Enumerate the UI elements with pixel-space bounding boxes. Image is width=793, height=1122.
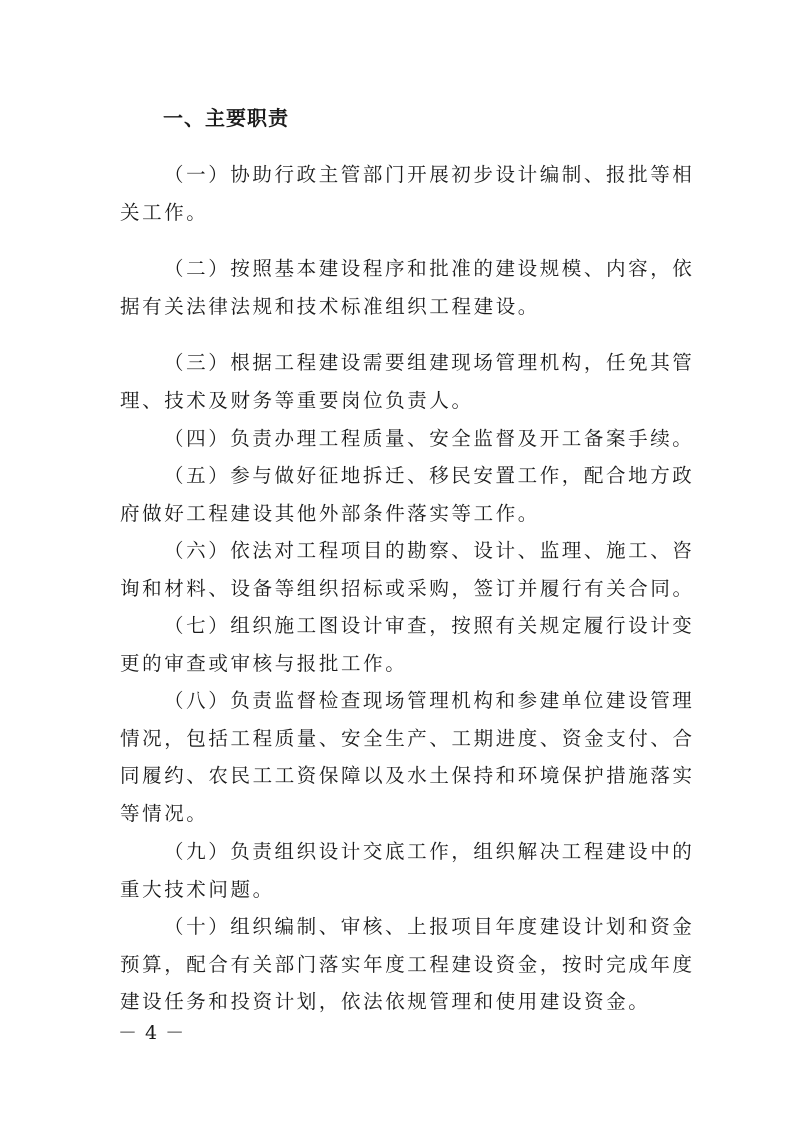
paragraph-line: （四）负责办理工程质量、安全监督及开工备案手续。: [164, 427, 695, 450]
paragraph-6: [120, 532, 695, 607]
paragraph-line: 关工作。: [120, 200, 209, 224]
paragraph-line: 据有关法律法规和技术标准组织工程建设。: [120, 294, 540, 318]
paragraph-4: [120, 420, 695, 458]
paragraph-line: 更的审查或审核与报批工作。: [120, 651, 408, 675]
paragraph-1: [120, 156, 695, 231]
paragraph-line: 重大技术问题。: [120, 877, 275, 901]
paragraph-5: [120, 457, 695, 532]
paragraph-7: [120, 607, 695, 682]
paragraph-line: 预算，配合有关部门落实年度工程建设资金，按时完成年度: [120, 952, 695, 976]
paragraph-line: （七）组织施工图设计审查，按照有关规定履行设计变: [164, 614, 695, 637]
paragraph-line: 建设任务和投资计划，依法依规管理和使用建设资金。: [120, 990, 651, 1014]
paragraph-line: 情况，包括工程质量、安全生产、工期进度、资金支付、合: [120, 726, 695, 750]
paragraph-line: 同履约、农民工工资保障以及水土保持和环境保护措施落实: [120, 764, 695, 788]
paragraph-line: （五）参与做好征地拆迁、移民安置工作，配合地方政: [164, 464, 695, 487]
paragraph-line: （九）负责组织设计交底工作，组织解决工程建设中的: [164, 840, 695, 863]
paragraph-line: （一）协助行政主管部门开展初步设计编制、报批等相: [164, 163, 695, 186]
paragraph-line: （二）按照基本建设程序和批准的建设规模、内容，依: [164, 257, 695, 280]
paragraph-line: 理、技术及财务等重要岗位负责人。: [120, 388, 474, 412]
paragraph-line: 府做好工程建设其他外部条件落实等工作。: [120, 501, 540, 525]
page-number: － 4 －: [118, 1022, 186, 1044]
paragraph-2: [120, 250, 695, 325]
paragraph-8: [120, 682, 695, 833]
paragraph-10: [120, 908, 695, 1021]
paragraph-line: 等情况。: [120, 802, 209, 826]
paragraph-line: 询和材料、设备等组织招标或采购，签订并履行有关合同。: [120, 576, 695, 600]
paragraph-9: [120, 833, 695, 908]
paragraph-line: （十）组织编制、审核、上报项目年度建设计划和资金: [164, 915, 695, 938]
paragraph-line: （八）负责监督检查现场管理机构和参建单位建设管理: [164, 689, 695, 712]
paragraph-3: [120, 344, 695, 419]
paragraph-line: （三）根据工程建设需要组建现场管理机构，任免其管: [164, 351, 695, 374]
section-heading: 一、主要职责: [163, 106, 289, 130]
paragraph-line: （六）依法对工程项目的勘察、设计、监理、施工、咨: [164, 539, 695, 562]
